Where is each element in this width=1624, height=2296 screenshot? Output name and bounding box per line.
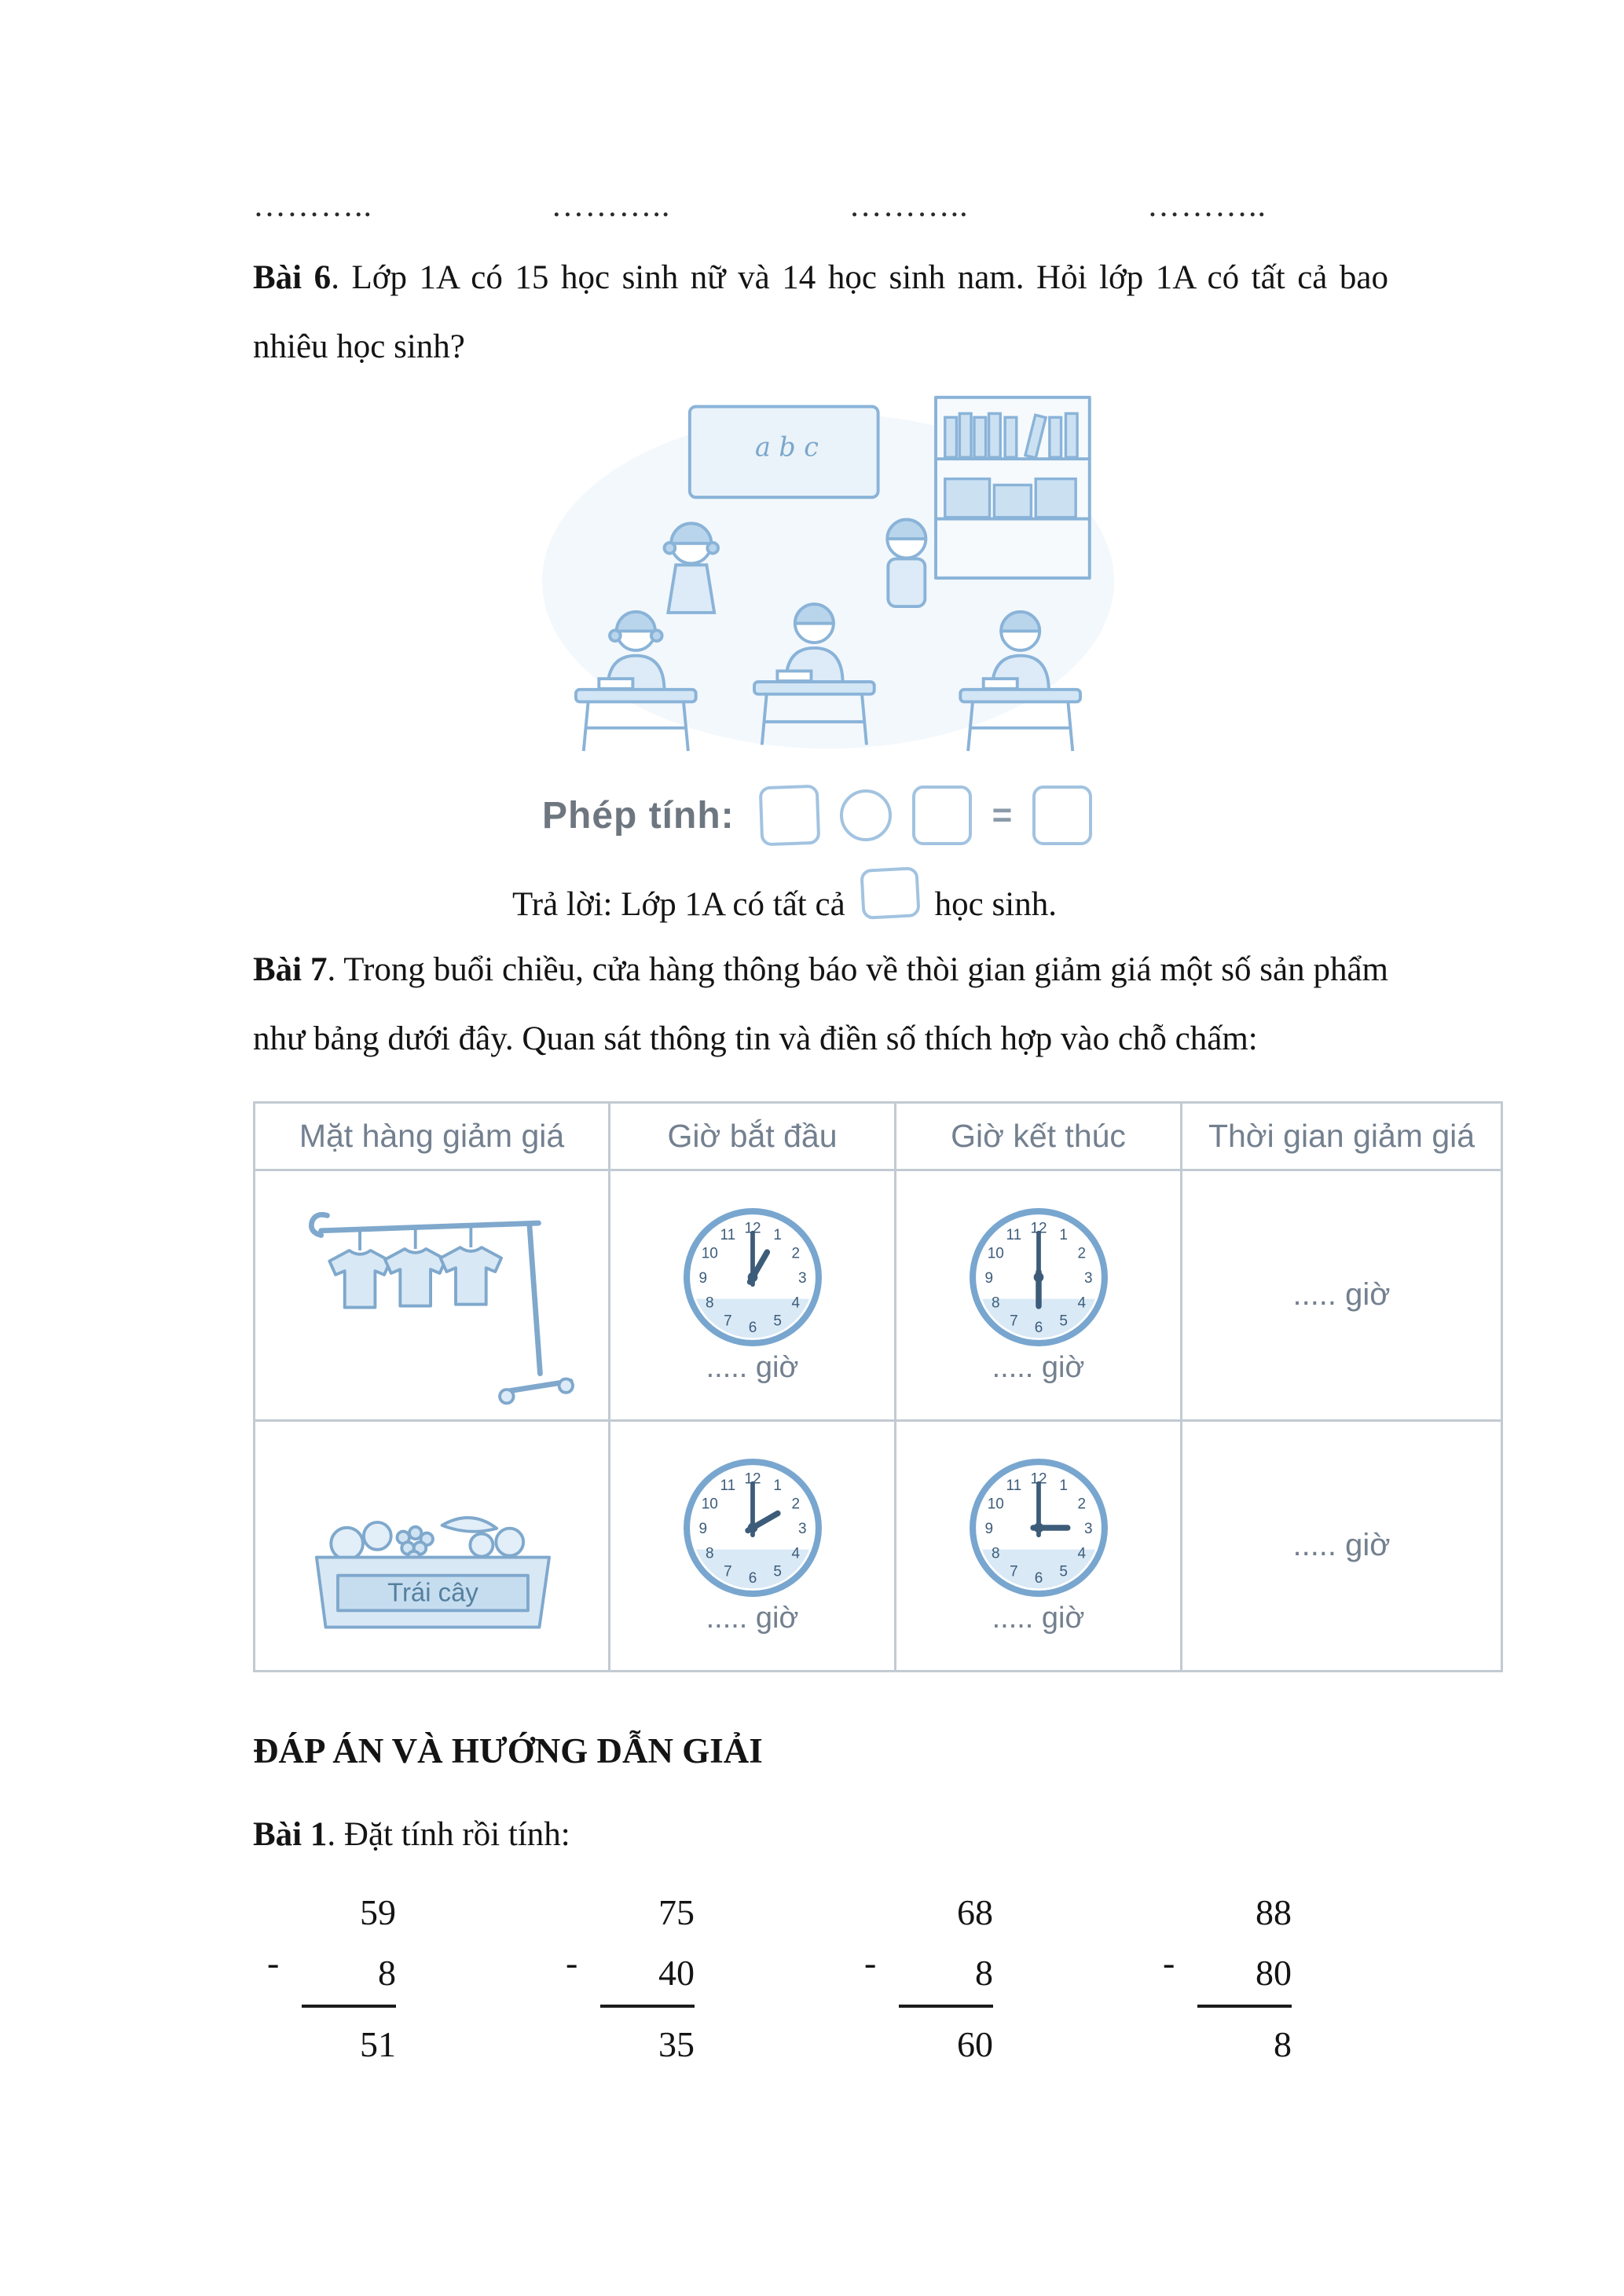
clock-clothes-start xyxy=(680,1205,825,1349)
svg-text:4: 4 xyxy=(790,1545,800,1562)
bai6-text: . Lớp 1A có 15 học sinh nữ và 14 học sinh nam. Hỏi lớp 1A có tất cả bao nhiêu học sinh? xyxy=(253,259,1388,366)
bai7-paragraph xyxy=(253,936,1388,1074)
svg-text:1: 1 xyxy=(772,1478,782,1495)
svg-text:9: 9 xyxy=(984,1269,993,1287)
end-time-blank: ..... giờ xyxy=(992,1351,1085,1385)
bai1-line xyxy=(253,1815,1388,1854)
minuend: 68 xyxy=(957,1891,993,1932)
svg-text:11: 11 xyxy=(720,1227,735,1244)
svg-text:4: 4 xyxy=(1076,1294,1086,1312)
minus-sign: - xyxy=(267,1942,280,1983)
answer-line xyxy=(512,879,1388,929)
subtraction-problem xyxy=(864,1882,993,2075)
answer-suffix: học sinh. xyxy=(934,885,1057,923)
svg-text:12: 12 xyxy=(743,1470,761,1488)
svg-text:9: 9 xyxy=(698,1520,707,1537)
clock-clothes-end xyxy=(966,1205,1111,1349)
operator-circle xyxy=(840,789,892,841)
bai6-label: Bài 6 xyxy=(253,259,332,296)
svg-text:2: 2 xyxy=(1076,1496,1086,1513)
svg-text:8: 8 xyxy=(991,1545,1000,1562)
duration-blank: ..... giờ xyxy=(1292,1277,1391,1313)
bai7-text: . Trong buổi chiều, cửa hàng thông báo về thòi gian giảm giá một số sản phẩm như bảng dưới đây. Quan sát thông tin và điền số thích hợp vào chỗ chấm: xyxy=(253,951,1388,1058)
answer-prefix: Trả lời: Lớp 1A có tất cả xyxy=(512,885,845,923)
svg-text:12: 12 xyxy=(743,1220,761,1237)
svg-text:10: 10 xyxy=(987,1496,1004,1513)
classroom-illustration xyxy=(528,393,1128,758)
bai6-paragraph xyxy=(253,244,1388,382)
result: 51 xyxy=(360,2024,396,2065)
minus-sign: - xyxy=(864,1942,877,1983)
operand-box-1 xyxy=(758,785,820,847)
svg-text:7: 7 xyxy=(723,1313,732,1330)
start-time-blank: ..... giờ xyxy=(706,1602,799,1635)
subtrahend: 40 xyxy=(600,1943,695,2008)
subtrahend: 80 xyxy=(1197,1943,1292,2008)
svg-text:5: 5 xyxy=(1058,1563,1068,1580)
svg-text:2: 2 xyxy=(790,1245,800,1262)
banana xyxy=(442,1518,497,1532)
table-row-fruit xyxy=(255,1420,1502,1671)
operand-box-2 xyxy=(912,785,972,845)
svg-text:4: 4 xyxy=(790,1294,800,1312)
bai1-text: . Đặt tính rồi tính: xyxy=(327,1815,570,1853)
table-row-clothes xyxy=(255,1170,1502,1420)
minus-sign: - xyxy=(566,1942,578,1983)
result: 35 xyxy=(658,2024,695,2065)
result-box xyxy=(1032,785,1092,845)
col-header-item: Mặt hàng giảm giá xyxy=(255,1102,610,1170)
dotted-blank: ……….. xyxy=(253,188,372,224)
svg-text:3: 3 xyxy=(1083,1269,1093,1287)
dotted-blank: ……….. xyxy=(551,188,671,224)
svg-text:1: 1 xyxy=(772,1227,782,1244)
svg-text:9: 9 xyxy=(984,1520,993,1537)
dotted-blank: ……….. xyxy=(849,188,969,224)
minuend: 88 xyxy=(1256,1891,1292,1932)
svg-text:10: 10 xyxy=(701,1245,718,1262)
bai1-problems xyxy=(267,1882,1388,2075)
svg-text:3: 3 xyxy=(797,1520,807,1537)
svg-text:2: 2 xyxy=(1076,1245,1086,1262)
svg-text:8: 8 xyxy=(705,1545,714,1562)
dotted-blanks-row xyxy=(253,187,1267,225)
minus-sign: - xyxy=(1163,1942,1175,1983)
standing-boy xyxy=(887,520,926,607)
svg-text:11: 11 xyxy=(1006,1478,1021,1495)
discount-table xyxy=(253,1101,1503,1672)
svg-text:11: 11 xyxy=(1006,1227,1021,1244)
svg-text:4: 4 xyxy=(1076,1545,1086,1562)
fruit-box-illustration xyxy=(283,1428,581,1664)
phep-tinh-row xyxy=(542,772,1388,859)
subtrahend: 8 xyxy=(302,1943,396,2008)
answer-box xyxy=(860,866,920,920)
table-header-row xyxy=(255,1102,1502,1170)
svg-text:7: 7 xyxy=(723,1563,732,1580)
clock-fruit-start xyxy=(680,1456,825,1600)
svg-text:7: 7 xyxy=(1009,1563,1018,1580)
subtraction-problem xyxy=(566,1882,695,2075)
svg-text:5: 5 xyxy=(772,1313,782,1330)
svg-text:10: 10 xyxy=(987,1245,1004,1262)
bai7-label: Bài 7 xyxy=(253,951,328,989)
equals-sign: = xyxy=(992,796,1013,835)
phep-tinh-label: Phép tính: xyxy=(542,794,735,837)
svg-text:7: 7 xyxy=(1009,1313,1018,1330)
blackboard-text: a b c xyxy=(755,431,819,463)
hanging-shirts xyxy=(329,1225,501,1307)
subtrahend: 8 xyxy=(899,1943,993,2008)
minuend: 75 xyxy=(658,1891,695,1932)
svg-text:5: 5 xyxy=(772,1563,782,1580)
svg-text:6: 6 xyxy=(748,1320,757,1337)
subtraction-problem xyxy=(1163,1882,1292,2075)
svg-text:6: 6 xyxy=(1034,1320,1043,1337)
duration-blank: ..... giờ xyxy=(1292,1528,1391,1563)
svg-text:1: 1 xyxy=(1058,1478,1068,1495)
col-header-start: Giờ bắt đầu xyxy=(610,1102,896,1170)
svg-text:12: 12 xyxy=(1029,1470,1047,1488)
minuend: 59 xyxy=(360,1891,396,1932)
svg-text:6: 6 xyxy=(748,1570,757,1587)
clothes-rack-illustration xyxy=(283,1177,581,1413)
col-header-duration: Thời gian giảm giá xyxy=(1182,1102,1502,1170)
svg-text:12: 12 xyxy=(1029,1220,1047,1237)
start-time-blank: ..... giờ xyxy=(706,1351,799,1385)
svg-text:8: 8 xyxy=(991,1294,1000,1312)
svg-text:3: 3 xyxy=(797,1269,807,1287)
svg-text:1: 1 xyxy=(1058,1227,1068,1244)
clock-fruit-end xyxy=(966,1456,1111,1600)
svg-text:3: 3 xyxy=(1083,1520,1093,1537)
result: 8 xyxy=(1274,2024,1292,2065)
dotted-blank: ……….. xyxy=(1146,188,1267,224)
subtraction-problem xyxy=(267,1882,396,2075)
bai1-label: Bài 1 xyxy=(253,1815,328,1853)
svg-text:10: 10 xyxy=(701,1496,718,1513)
svg-text:11: 11 xyxy=(720,1478,735,1495)
svg-text:5: 5 xyxy=(1058,1313,1068,1330)
svg-text:9: 9 xyxy=(698,1269,707,1287)
result: 60 xyxy=(957,2024,993,2065)
end-time-blank: ..... giờ xyxy=(992,1602,1085,1635)
svg-text:8: 8 xyxy=(705,1294,714,1312)
col-header-end: Giờ kết thúc xyxy=(896,1102,1182,1170)
answers-heading: ĐÁP ÁN VÀ HƯỚNG DẪN GIẢI xyxy=(253,1730,763,1771)
svg-text:2: 2 xyxy=(790,1496,800,1513)
fruit-box-label: Trái cây xyxy=(387,1577,478,1607)
svg-text:6: 6 xyxy=(1034,1570,1043,1587)
